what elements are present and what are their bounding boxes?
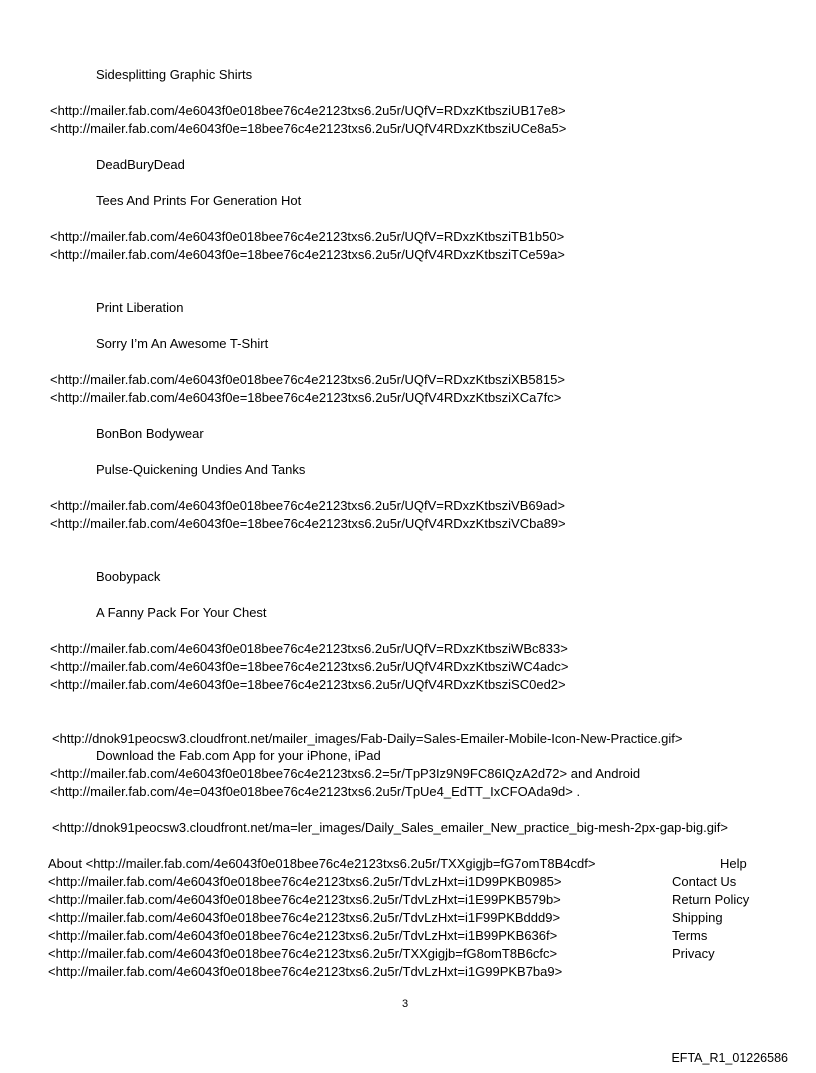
app-ios-line [50,766,640,782]
app-icon-url[interactable]: <http://dnok91peocsw3.cloudfront.net/mailer_images/Fab-Daily=Sales-Emailer-Mobile-Icon-New-Practice.gif> [52,731,683,746]
link-url[interactable]: <http://mailer.fab.com/4e6043f0e018bee76c4e2123txs6.2u5r/UQfV=RDxzKtbsziUB17e8> [50,103,566,118]
footer-shipping-label[interactable]: Shipping [672,910,723,925]
app-download-text: Download the Fab.com App for your iPhone, iPad [96,748,381,763]
footer-link[interactable]: <http://mailer.fab.com/4e6043f0e018bee76c4e2123txs6.2u5r/TXXgigjb=fG8omT8B6cfc> [48,946,558,961]
link-url[interactable]: <http://mailer.fab.com/4e6043f0e018bee76c4e2123txs6.2u5r/UQfV=RDxzKtbsziXB5815> [50,372,565,387]
link-url[interactable]: <http://mailer.fab.com/4e6043f0e=18bee76c4e2123txs6.2u5r/UQfV4RDxzKtbsziSC0ed2> [50,677,566,692]
brand-title: Print Liberation [96,300,184,315]
and-android-text: and Android [570,766,641,781]
brand-tagline: Pulse-Quickening Undies And Tanks [96,462,306,477]
about-link[interactable]: <http://mailer.fab.com/4e6043f0e018bee76c4e2123txs6.2u5r/TXXgigjb=fG7omT8B4cdf> [85,856,596,871]
footer-about-line [48,856,595,872]
footer-link[interactable]: <http://mailer.fab.com/4e6043f0e018bee76c4e2123txs6.2u5r/TdvLzHxt=i1B99PKB636f> [48,928,558,943]
bates-number: EFTA_R1_01226586 [671,1051,788,1065]
footer-return-policy-label[interactable]: Return Policy [672,892,750,907]
link-url[interactable]: <http://mailer.fab.com/4e6043f0e018bee76c4e2123txs6.2u5r/UQfV=RDxzKtbsziVB69ad> [50,498,565,513]
footer-link[interactable]: <http://mailer.fab.com/4e6043f0e018bee76c4e2123txs6.2u5r/TdvLzHxt=i1F99PKBddd9> [48,910,561,925]
link-url[interactable]: <http://mailer.fab.com/4e6043f0e=18bee76c4e2123txs6.2u5r/UQfV4RDxzKtbsziXCa7fc> [50,390,562,405]
link-url[interactable]: <http://mailer.fab.com/4e6043f0e018bee76c4e2123txs6.2u5r/UQfV=RDxzKtbsziTB1b50> [50,229,565,244]
footer-terms-label[interactable]: Terms [672,928,708,943]
link-url[interactable]: <http://mailer.fab.com/4e6043f0e018bee76c4e2123txs6.2u5r/UQfV=RDxzKtbsziWBc833> [50,641,568,656]
brand-title: Boobypack [96,569,161,584]
brand-title: BonBon Bodywear [96,426,204,441]
footer-privacy-label[interactable]: Privacy [672,946,715,961]
about-label: About [48,856,82,871]
footer-link[interactable]: <http://mailer.fab.com/4e6043f0e018bee76c4e2123txs6.2u5r/TdvLzHxt=i1D99PKB0985> [48,874,562,889]
period-text: . [576,784,581,799]
brand-tagline: Tees And Prints For Generation Hot [96,193,302,208]
link-url[interactable]: <http://mailer.fab.com/4e6043f0e=18bee76c4e2123txs6.2u5r/UQfV4RDxzKtbsziTCe59a> [50,247,565,262]
app-android-line [50,784,580,800]
brand-tagline: Sorry I’m An Awesome T-Shirt [96,336,269,351]
footer-help-label[interactable]: Help [720,856,747,871]
brand-title: Sidesplitting Graphic Shirts [96,67,253,82]
link-url[interactable]: <http://mailer.fab.com/4e6043f0e=18bee76c4e2123txs6.2u5r/UQfV4RDxzKtbsziUCe8a5> [50,121,567,136]
link-url[interactable]: <http://mailer.fab.com/4e6043f0e=18bee76c4e2123txs6.2u5r/UQfV4RDxzKtbsziVCba89> [50,516,566,531]
android-app-link[interactable]: <http://mailer.fab.com/4e=043f0e018bee76c4e2123txs6.2u5r/TpUe4_EdTT_IxCFOAda9d> [50,784,573,799]
footer-link[interactable]: <http://mailer.fab.com/4e6043f0e018bee76c4e2123txs6.2u5r/TdvLzHxt=i1G99PKB7ba9> [48,964,563,979]
brand-title: DeadBuryDead [96,157,185,172]
brand-tagline: A Fanny Pack For Your Chest [96,605,267,620]
page-number: 3 [402,998,409,1010]
link-url[interactable]: <http://mailer.fab.com/4e6043f0e=18bee76c4e2123txs6.2u5r/UQfV4RDxzKtbsziWC4adc> [50,659,569,674]
mesh-image-url[interactable]: <http://dnok91peocsw3.cloudfront.net/ma=ler_images/Daily_Sales_emailer_New_practice_big-mesh-2px-gap-big.gif> [52,820,729,835]
footer-contact-label[interactable]: Contact Us [672,874,737,889]
ios-app-link[interactable]: <http://mailer.fab.com/4e6043f0e018bee76c4e2123txs6.2=5r/TpP3Iz9N9FC86IQzA2d72> [50,766,568,781]
footer-link[interactable]: <http://mailer.fab.com/4e6043f0e018bee76c4e2123txs6.2u5r/TdvLzHxt=i1E99PKB579b> [48,892,561,907]
